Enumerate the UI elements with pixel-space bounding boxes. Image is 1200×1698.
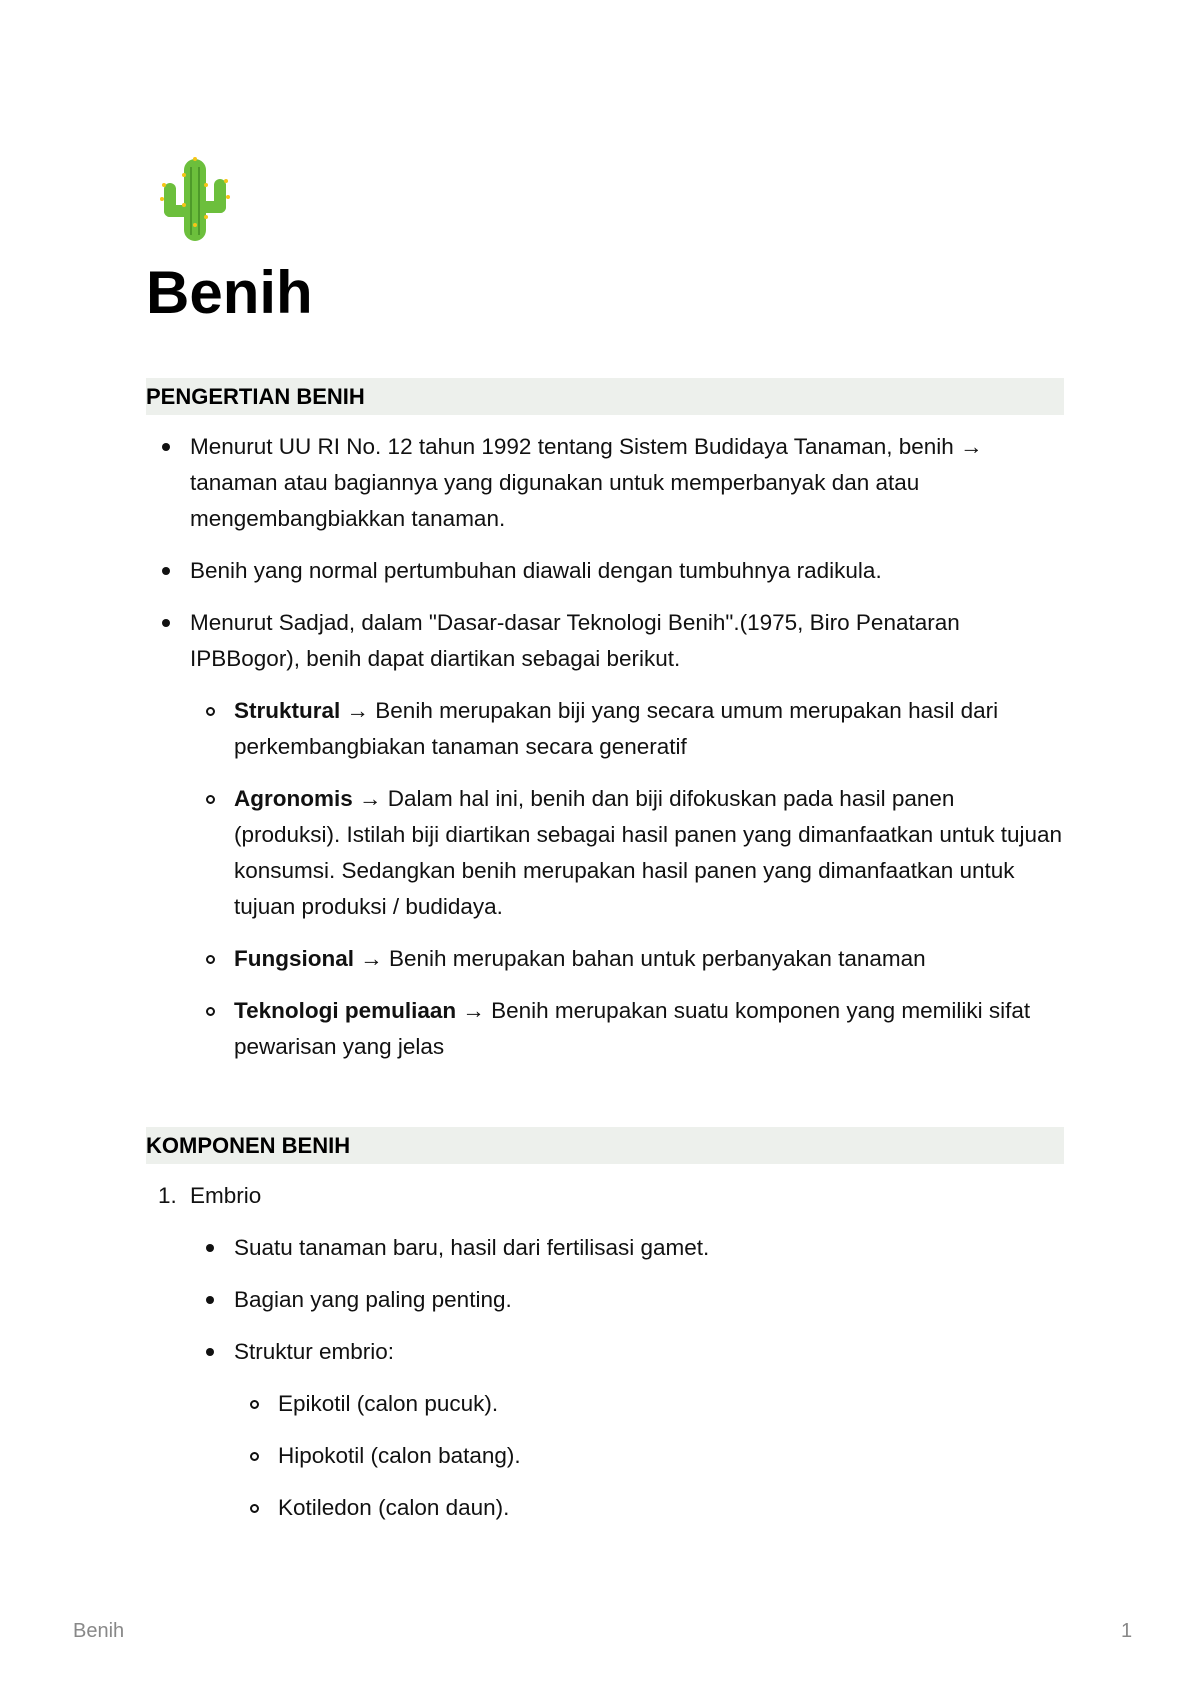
list-item — [146, 605, 1064, 1065]
section-pengertian — [146, 378, 1064, 1081]
item-text: Struktur embrio: — [234, 1339, 395, 1364]
item-text: → Benih merupakan bahan untuk perbanyakan tanaman — [354, 946, 926, 971]
list-item — [146, 781, 1064, 925]
item-text: Suatu tanaman baru, hasil dari fertilisasi gamet. — [234, 1235, 710, 1260]
bullet-icon — [206, 1348, 214, 1356]
hollow-bullet-icon — [206, 1007, 215, 1016]
item-text: Epikotil (calon pucuk). — [278, 1391, 499, 1416]
list-item — [146, 1230, 1064, 1266]
hollow-bullet-icon — [250, 1452, 259, 1461]
term: Struktural — [234, 698, 341, 723]
item-text: Hipokotil (calon batang). — [278, 1443, 521, 1468]
list-item — [146, 1490, 1064, 1526]
hollow-bullet-icon — [250, 1400, 259, 1409]
hollow-bullet-icon — [206, 707, 215, 716]
bullet-icon — [206, 1244, 214, 1252]
list-number: 1. — [158, 1183, 177, 1208]
page-number: 1 — [1121, 1620, 1133, 1642]
bullet-icon — [162, 619, 170, 627]
list-item — [146, 1386, 1064, 1422]
list-item — [146, 429, 1064, 537]
page-title: Benih — [146, 259, 313, 326]
section-heading: PENGERTIAN BENIH — [146, 378, 1064, 415]
hollow-bullet-icon — [206, 795, 215, 804]
bullet-icon — [206, 1296, 214, 1304]
item-text: → Benih merupakan suatu komponen yang memiliki sifat pewarisan yang jelas — [234, 998, 1031, 1059]
item-text: Embrio — [190, 1183, 262, 1208]
list-item — [146, 553, 1064, 589]
item-text: → Dalam hal ini, benih dan biji difokuskan pada hasil panen (produksi). Istilah biji diartikan sebagai hasil panen yang dimanfaatkan untuk tujuan konsumsi. Sedangkan benih merupakan hasil panen yang dimanfaatkan untuk tujuan produksi / budidaya. — [234, 786, 1063, 919]
item-text: → Benih merupakan biji yang secara umum merupakan hasil dari perkembangbiakan tanaman secara generatif — [234, 698, 999, 759]
list-item — [146, 1438, 1064, 1474]
list-item — [146, 993, 1064, 1065]
bullet-icon — [162, 567, 170, 575]
list-item — [146, 1334, 1064, 1526]
item-text: Menurut Sadjad, dalam "Dasar-dasar Teknologi Benih".(1975, Biro Penataran IPBBogor), benih dapat diartikan sebagai berikut. — [190, 610, 960, 671]
item-text: Benih yang normal pertumbuhan diawali dengan tumbuhnya radikula. — [190, 558, 882, 583]
item-text: Menurut UU RI No. 12 tahun 1992 tentang Sistem Budidaya Tanaman, benih → tanaman atau bagiannya yang digunakan untuk memperbanyak dan atau mengembangbiakkan tanaman. — [190, 434, 983, 531]
term: Agronomis — [234, 786, 353, 811]
list-item — [146, 1282, 1064, 1318]
item-text: Kotiledon (calon daun). — [278, 1495, 510, 1520]
term: Teknologi pemuliaan — [234, 998, 457, 1023]
list-item — [146, 941, 1064, 977]
footer-title: Benih — [73, 1620, 125, 1642]
hollow-bullet-icon — [250, 1504, 259, 1513]
cactus-icon — [160, 155, 230, 243]
section-heading: KOMPONEN BENIH — [146, 1127, 1064, 1164]
hollow-bullet-icon — [206, 955, 215, 964]
list-item — [146, 1178, 1064, 1526]
term: Fungsional — [234, 946, 354, 971]
list-item — [146, 693, 1064, 765]
item-text: Bagian yang paling penting. — [234, 1287, 512, 1312]
section-komponen — [146, 1127, 1064, 1542]
bullet-icon — [162, 443, 170, 451]
